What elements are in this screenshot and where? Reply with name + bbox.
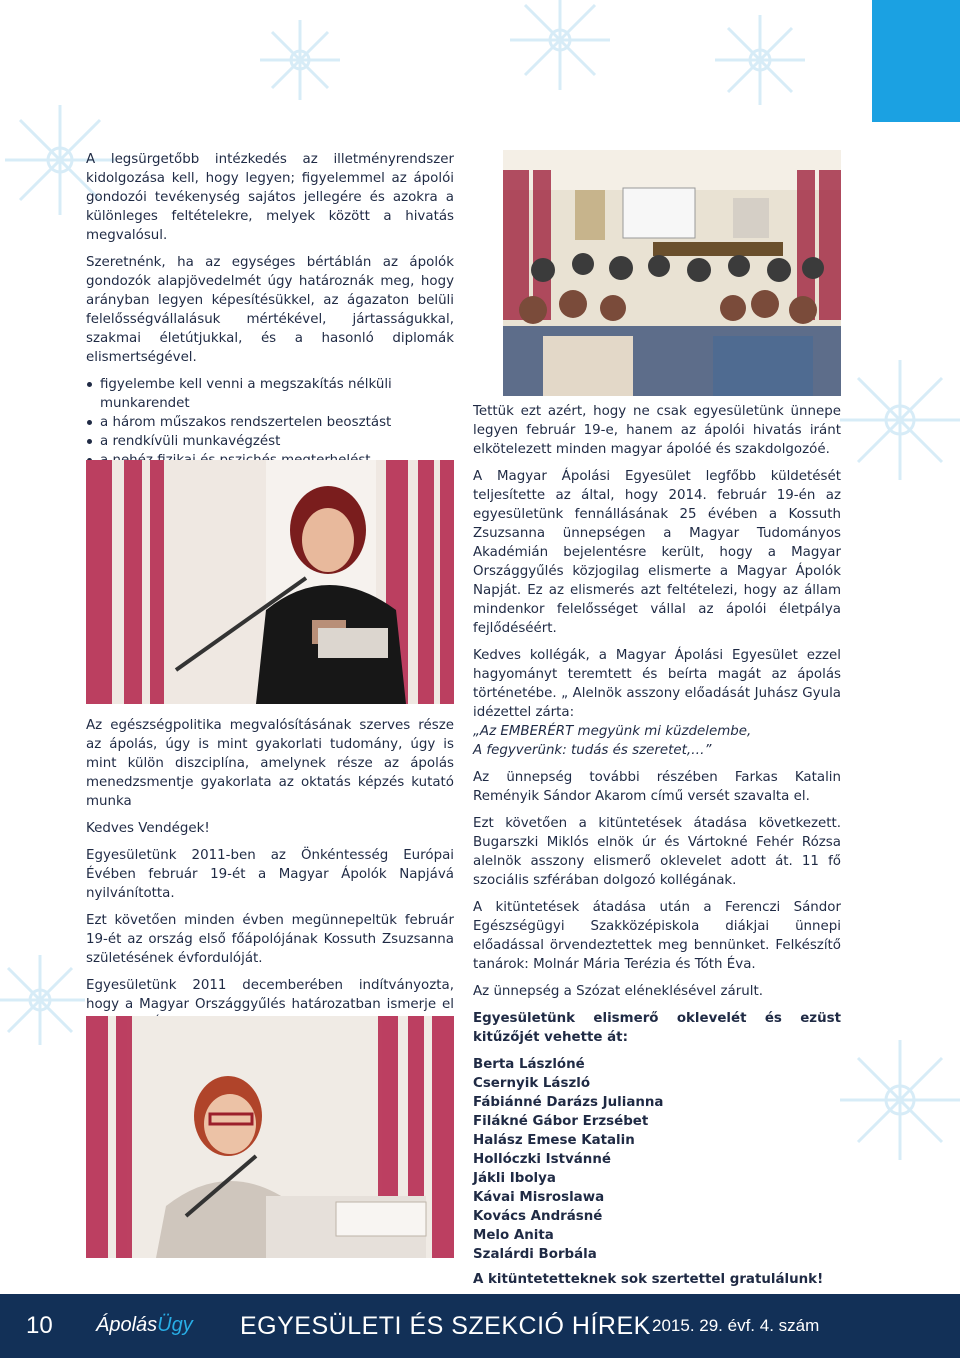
paragraph: A Magyar Ápolási Egyesület legfőbb küldetését teljesítette az által, hogy 2014. február 19-én az egyesületünk fennállásának 25 évében a Kossuth Zsuzsanna ünnepségen a Magyar Tudományos Akadémián bejelentésre került, hogy a Magyar Országgyűlés közjogilag elismerte a Magyar Ápolók Napját. Ez az elismerés azt feltételezi, hogy az állam mindenkor felelősséget vállal az ápolói életpálya fejlődéséért. — [473, 469, 841, 636]
list-item: figyelembe kell venni a megszakítás nélküli munkarendet — [86, 375, 454, 413]
awardee-name: Halász Emese Katalin — [473, 1133, 635, 1148]
left-column-bottom — [86, 716, 454, 1041]
paragraph: Ezt követően minden évben megünnepeltük február 19-ét az ország első főápolójának Kossuth Zsuzsanna születésének évfordulóját. — [86, 913, 454, 966]
paragraph: Tettük ezt azért, hogy ne csak egyesületünk ünnepe legyen február 19-e, hanem az ápolói hivatás iránt elkötelezett minden magyar ápolóé és szakdolgozóé. — [473, 404, 841, 457]
corner-accent-block — [872, 0, 960, 122]
awardee-name: Jákli Ibolya — [473, 1171, 556, 1186]
right-column — [473, 402, 841, 1297]
quote-line-1: „Az EMBERÉRT megyünk mi küzdelembe, — [473, 724, 752, 739]
page-number: 10 — [26, 1312, 53, 1339]
paragraph: Az egészségpolitika megvalósításának szerves része az ápolás, úgy is mint gyakorlati tudomány, úgy is mint külön diszciplína, amelynek része az ápolás menedzsmentje gyakorlata az oktatás képzés kutató munka — [86, 718, 454, 809]
audience-photo — [503, 150, 841, 396]
paragraph: Szeretnénk, ha az egységes bértáblán az ápolók gondozók alapjövedelmét úgy határoznák meg, hogy arányban legyen képesítésükkel, az ágazaton belüli felelősségvállalásuk mértékével, jártasságukkal, szakmai életútjukkal, és a hasonló diplomák elismertségével. — [86, 255, 454, 365]
paragraph — [473, 646, 841, 760]
paragraph: A legsürgetőbb intézkedés az illetményrendszer kidolgozása kell, hogy legyen; figyelemmel az ápolói gondozói tevékenység sajátos jellegére és azokra a különleges feltételekre, melyek között a hivatás megvalósul. — [86, 152, 454, 243]
awardee-name: Hollóczki Istvánné — [473, 1152, 611, 1167]
speaker-photo-2 — [86, 1016, 454, 1258]
paragraph: Egyesületünk 2011 decemberében indítványozta, hogy a Magyar Országgyűlés határozatban ismerje el — [86, 978, 454, 1012]
paragraph: Ezt követően a kitüntetések átadása következett. Bugarszki Miklós elnök úr és Vártokné Fehér Rózsa alelnök asszony elismerő oklevelet adott át. 11 fő szociális szférában dolgozó kollégának. — [473, 816, 841, 888]
awardee-name: Kávai Misroslawa — [473, 1190, 605, 1205]
paragraph: Az ünnepség további részében Farkas Katalin Reményik Sándor Akarom című versét szavalta el. — [473, 770, 841, 804]
section-title: EGYESÜLETI ÉS SZEKCIÓ HÍREK — [240, 1312, 651, 1340]
quote-line-2: A fegyverünk: tudás és szeretet,…” — [473, 743, 712, 758]
brand-logo — [96, 1314, 193, 1337]
awardee-name: Melo Anita — [473, 1228, 554, 1243]
brand-part-1: Ápolás — [96, 1314, 158, 1336]
brand-part-2: Ügy — [157, 1314, 193, 1336]
awardee-name: Berta Lászlóné — [473, 1057, 585, 1072]
issue-label: 2015. 29. évf. 4. szám — [652, 1316, 820, 1335]
paragraph: A kitüntetések átadása után a Ferenczi Sándor Egészségügyi Szakközépiskola diákjai ünnepi előadással örvendeztettek meg bennünket. Felkészítő tanárok: Molnár Mária Terézia és Tóth Éva. — [473, 900, 841, 972]
paragraph: Egyesületünk 2011-ben az Önkéntesség Európai Évében február 19-ét a Magyar Ápolók Napjává nyilvánította. — [86, 848, 454, 901]
list-item: a rendkívüli munkavégzést — [86, 432, 454, 451]
awardee-name: Filákné Gábor Erzsébet — [473, 1114, 649, 1129]
closing-line: A kitüntetetteknek sok szertettel gratulálunk! — [473, 1272, 824, 1287]
quote-intro: Kedves kollégák, a Magyar Ápolási Egyesület ezzel hagyományt teremtett és beírta magát az ápolás történetébe. „ Alelnök asszony előadását Juhász Gyula idézettel zárta: — [473, 648, 841, 720]
awardee-name: Csernyik László — [473, 1076, 591, 1091]
speaker-photo-1 — [86, 460, 454, 704]
awardee-list — [473, 1055, 841, 1264]
awardee-name: Szalárdi Borbála — [473, 1247, 597, 1262]
paragraph: Az ünnepség a Szózat eléneklésével zárult. — [473, 984, 763, 999]
awardee-name: Kovács Andrásné — [473, 1209, 603, 1224]
greeting: Kedves Vendégek! — [86, 821, 210, 836]
list-item: a három műszakos rendszertelen beosztást — [86, 413, 454, 432]
awardee-name: Fábiánné Darázs Julianna — [473, 1095, 664, 1110]
page-footer — [0, 1294, 960, 1358]
award-heading: Egyesületünk elismerő oklevelét és ezüst kitűzőjét vehette át: — [473, 1011, 841, 1045]
